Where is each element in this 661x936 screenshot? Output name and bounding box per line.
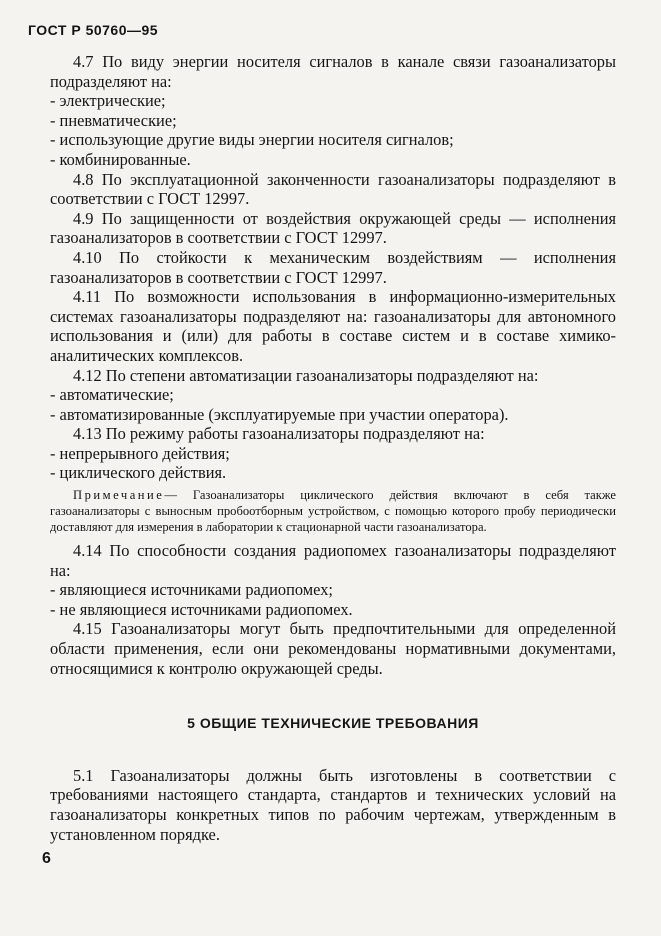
clause-4-8: 4.8 По эксплуатационной законченности газоанализаторы подразделяют в соответствии с ГОСТ 12997. xyxy=(50,169,616,209)
list-item: - циклического действия. xyxy=(50,463,227,483)
clause-5-1: 5.1 Газоанализаторы должны быть изготовлены в соответствии с требованиями настоящего стандарта, стандартов и технических условий на газоанализаторы конкретных типов по рабочим чертежам, утвержденным в установленном порядке. xyxy=(50,765,616,844)
list-item: - комбинированные. xyxy=(50,149,191,169)
clause-4-11: 4.11 По возможности использования в информационно-измерительных системах газоанализаторы подразделяют на: газоанализаторы для автономного использования и (или) для работы в составе систем и в составе химико-аналитических комплексов. xyxy=(50,287,616,365)
list-item: - использующие другие виды энергии носителя сигналов; xyxy=(50,130,454,150)
page-number: 6 xyxy=(42,850,51,867)
list-item: - являющиеся источниками радиопомех; xyxy=(50,580,333,600)
clause-4-9: 4.9 По защищенности от воздействия окружающей среды — исполнения газоанализаторов в соответствии с ГОСТ 12997. xyxy=(50,208,616,248)
list-item: - электрические; xyxy=(50,91,166,111)
note xyxy=(50,487,616,535)
clause-4-10: 4.10 По стойкости к механическим воздействиям — исполнения газоанализаторов в соответствии с ГОСТ 12997. xyxy=(50,247,616,287)
list-item: - не являющиеся источниками радиопомех. xyxy=(50,599,353,619)
clause-4-15: 4.15 Газоанализаторы могут быть предпочтительными для определенной области применения, если они рекомендованы нормативными документами, относящимися к контролю окружающей среды. xyxy=(50,619,616,678)
clause-4-14: 4.14 По способности создания радиопомех газоанализаторы подразделяют на: xyxy=(50,541,616,580)
list-item: - непрерывного действия; xyxy=(50,443,230,463)
clause-4-13: 4.13 По режиму работы газоанализаторы подразделяют на: xyxy=(73,424,485,444)
section-5-title: 5 ОБЩИЕ ТЕХНИЧЕСКИЕ ТРЕБОВАНИЯ xyxy=(187,715,479,732)
list-item: - пневматические; xyxy=(50,110,177,130)
note-label: Примечание xyxy=(73,488,165,503)
list-item: - автоматизированные (эксплуатируемые при участии оператора). xyxy=(50,404,509,424)
clause-4-7: 4.7 По виду энергии носителя сигналов в канале связи газоанализаторы подразделяют на: xyxy=(50,52,616,91)
page-body xyxy=(50,52,616,844)
list-item: - автоматические; xyxy=(50,385,174,405)
document-code-header: ГОСТ Р 50760—95 xyxy=(28,22,159,38)
note-text: — Газоанализаторы циклического действия включают в себя также газоанализаторы с выносным пробоотборным устройством, с помощью которого пробу периодически доставляют для измерения в лаборатории к стационарной части газоанализатора. xyxy=(50,488,616,535)
clause-4-12: 4.12 По степени автоматизации газоанализаторы подразделяют на: xyxy=(73,365,539,385)
